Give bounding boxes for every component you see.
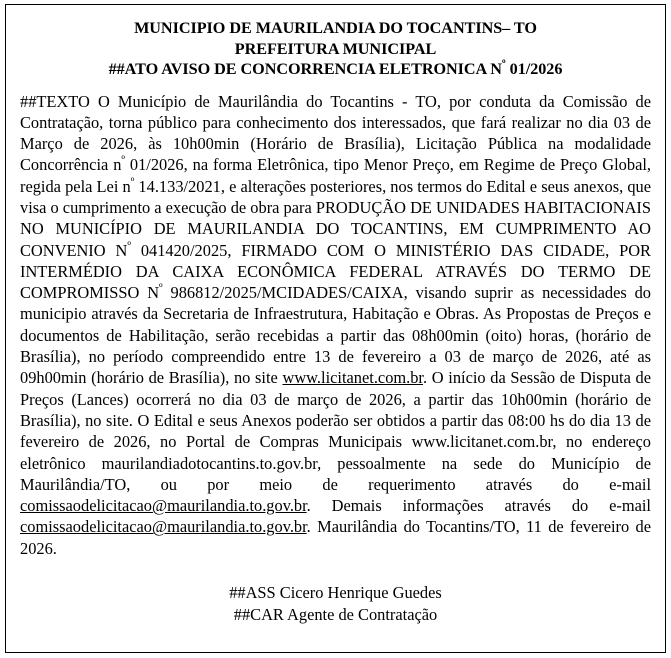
header-ordinal-indicator: º <box>501 58 506 71</box>
body-segment-4: 041420/2025, FIRMADO COM O MINISTÉRIO DAS CIDADE, POR INTERMÉDIO DA CAIXA ECONÔMICA FEDERAL ATRAVÉS DO TERMO DE COMPROMISSO N <box>20 240 651 303</box>
contact-email-1[interactable]: comissaodelicitacao@maurilandia.to.gov.br <box>20 496 307 516</box>
ordinal-indicator-1: º <box>121 154 125 167</box>
document-border-frame <box>5 4 666 653</box>
body-segment-2: 01/2026, na forma Eletrônica, tipo Menor Preço, em Regime de Preço Global, regida pela Lei n <box>20 155 651 196</box>
header-line-municipality: MUNICIPIO DE MAURILANDIA DO TOCANTINS– TO <box>134 19 537 37</box>
document-header <box>20 18 651 80</box>
contact-email-2[interactable]: comissaodelicitacao@maurilandia.to.gov.br <box>20 517 307 537</box>
document-signature-block <box>20 582 651 625</box>
ordinal-indicator-2: º <box>130 176 135 189</box>
body-segment-9: . Maurilândia do Tocantins/TO, 11 de fevereiro de 2026. <box>20 517 651 558</box>
body-segment-5: 986812/2025/MCIDADES/CAIXA, visando suprir as necessidades do municipio através da Secretaria de Infraestrutura, Habitação e Obras. As Propostas de Preços e documentos de Habilitação, serão recebidas a partir das 08h00min (oito) horas, (horário de Brasília), no período compreendido entre 13 de fevereiro a 03 de março de 2026, até as 09h00min (horário de Brasília), no site <box>20 283 651 388</box>
ordinal-indicator-3: º <box>127 240 131 253</box>
header-line-prefecture: PREFEITURA MUNICIPAL <box>234 39 437 58</box>
header-notice-number: 01/2026 <box>505 60 563 78</box>
ordinal-indicator-4: º <box>159 282 163 295</box>
body-segment-1: ##TEXTO O Município de Maurilândia do Tocantins - TO, por conduta da Comissão de Contratação, torna público para conhecimento dos interessados, que fará realizar no dia 03 de Março de 2026, às 10h00min (Horário de Brasília), Licitação Pública na modalidade Concorrência n <box>20 91 651 175</box>
licitanet-link-underlined[interactable]: www.licitanet.com.br <box>282 368 423 388</box>
signature-name: ##ASS Cicero Henrique Guedes <box>229 583 442 603</box>
licitanet-link-plain[interactable]: www.licitanet.com.br <box>411 432 553 452</box>
body-segment-3: 14.133/2021, e alterações posteriores, nos termos do Edital e seus anexos, que visa o cumprimento a execução de obra para PRODUÇÃO DE UNIDADES HABITACIONAIS NO MUNICÍPIO DE MAURILANDIA DO TOCANTINS, EM CUMPRIMENTO AO CONVENIO N <box>20 176 651 260</box>
notice-paragraph <box>20 91 651 581</box>
body-segment-6: . O início da Sessão de Disputa de Preços (Lances) ocorrerá no dia 03 de março de 2026, a partir das 10h00min (horário de Brasília), no site. O Edital e seus Anexos poderão ser obtidos a partir das 08:00 hs do dia 13 de fevereiro de 2026, no Portal de Compras Municipais <box>20 368 651 452</box>
body-segment-8: . Demais informações através do e-mail <box>306 496 651 516</box>
document-body <box>20 91 651 581</box>
header-line-notice-title <box>20 59 651 80</box>
signature-role: ##CAR Agente de Contratação <box>233 604 438 624</box>
body-segment-7: , no endereço eletrônico maurilandiadotocantins.to.gov.br, pessoalmente na sede do Município de Maurilândia/TO, ou por meio de requerimento através do e-mail <box>20 432 651 494</box>
header-notice-prefix: ##ATO AVISO DE CONCORRENCIA ELETRONICA N <box>108 60 502 78</box>
